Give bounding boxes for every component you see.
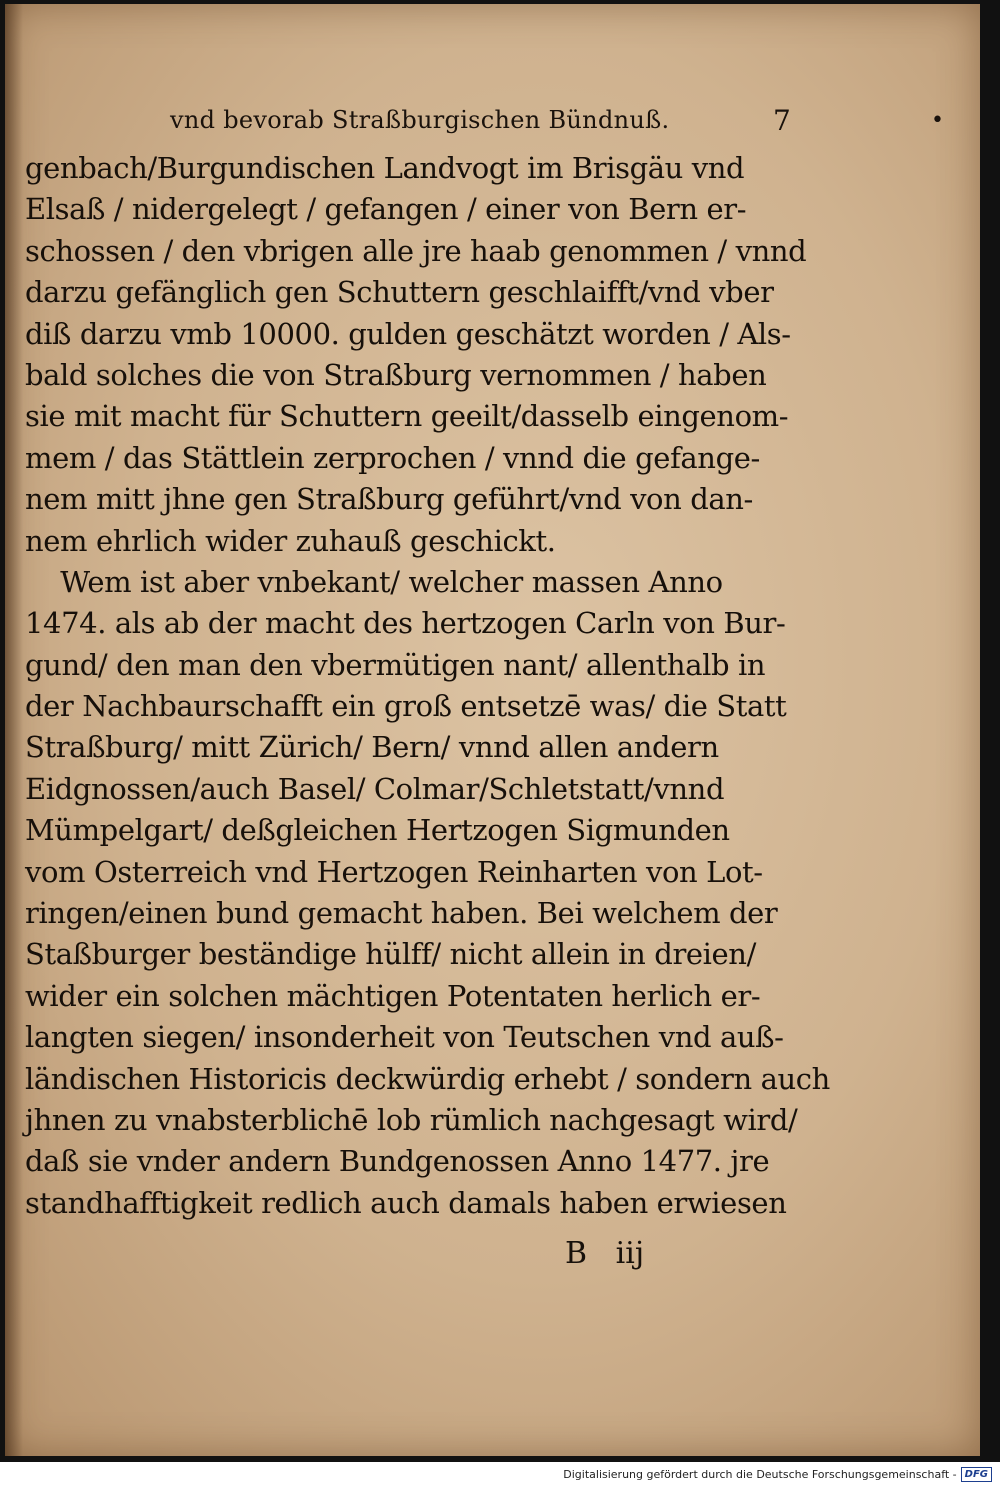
text-line: 1474. als ab der macht des hertzogen Carln von Bur- bbox=[25, 606, 786, 641]
running-head: vnd bevorab Straßburgischen Bündnuß. bbox=[170, 106, 670, 134]
text-line: Straßburg/ mitt Zürich/ Bern/ vnnd allen andern bbox=[25, 730, 719, 765]
text-line: standhafftigkeit redlich auch damals haben erwiesen bbox=[25, 1185, 787, 1220]
text-line: vom Osterreich vnd Hertzogen Reinharten von Lot- bbox=[25, 854, 763, 889]
dfg-logo-icon: DFG bbox=[961, 1467, 992, 1482]
text-line: darzu gefänglich gen Schuttern geschlaifft/vnd vber bbox=[25, 275, 774, 310]
text-line: ringen/einen bund gemacht haben. Bei welchem der bbox=[25, 896, 778, 931]
page-number: 7 bbox=[773, 104, 791, 137]
signature-mark: B iij bbox=[565, 1236, 645, 1271]
text-line: ländischen Historicis deckwürdig erhebt / sondern auch bbox=[25, 1061, 830, 1096]
corner-mark: • bbox=[931, 108, 944, 133]
text-line: jhnen zu vnabsterblichē lob rümlich nachgesagt wird/ bbox=[25, 1102, 798, 1137]
text-line: gund/ den man den vbermütigen nant/ allenthalb in bbox=[25, 647, 766, 682]
text-line: mem / das Stättlein zerprochen / vnnd die gefange- bbox=[25, 440, 760, 475]
text-line: sie mit macht für Schuttern geeilt/dasselb eingenom- bbox=[25, 399, 789, 434]
text-line: wider ein solchen mächtigen Potentaten herlich er- bbox=[25, 978, 761, 1013]
text-line: Mümpelgart/ deßgleichen Hertzogen Sigmunden bbox=[25, 813, 730, 848]
text-line: nem mitt jhne gen Straßburg geführt/vnd von dan- bbox=[25, 482, 753, 517]
text-line: Wem ist aber vnbekant/ welcher massen Anno bbox=[25, 564, 723, 599]
book-page bbox=[5, 4, 980, 1456]
text-line: schossen / den vbrigen alle jre haab genommen / vnnd bbox=[25, 233, 807, 268]
text-line: Elsaß / nidergelegt / gefangen / einer von Bern er- bbox=[25, 192, 747, 227]
text-line: daß sie vnder andern Bundgenossen Anno 1477. jre bbox=[25, 1144, 770, 1179]
footer-credit: Digitalisierung gefördert durch die Deutsche Forschungsgemeinschaft - bbox=[563, 1467, 957, 1481]
body-text bbox=[25, 148, 830, 1224]
text-line: bald solches die von Straßburg vernommen / haben bbox=[25, 357, 767, 392]
text-line: langten siegen/ insonderheit von Teutschen vnd auß- bbox=[25, 1020, 784, 1055]
text-line: genbach/Burgundischen Landvogt im Brisgäu vnd bbox=[25, 151, 745, 185]
footer bbox=[563, 1465, 992, 1483]
text-line: Eidgnossen/auch Basel/ Colmar/Schletstatt/vnnd bbox=[25, 771, 725, 806]
text-line: der Nachbaurschafft ein groß entsetzē was/ die Statt bbox=[25, 689, 787, 724]
text-line: diß darzu vmb 10000. gulden geschätzt worden / Als- bbox=[25, 316, 791, 351]
text-line: nem ehrlich wider zuhauß geschickt. bbox=[25, 523, 556, 558]
text-line: Staßburger beständige hülff/ nicht allein in dreien/ bbox=[25, 937, 756, 972]
